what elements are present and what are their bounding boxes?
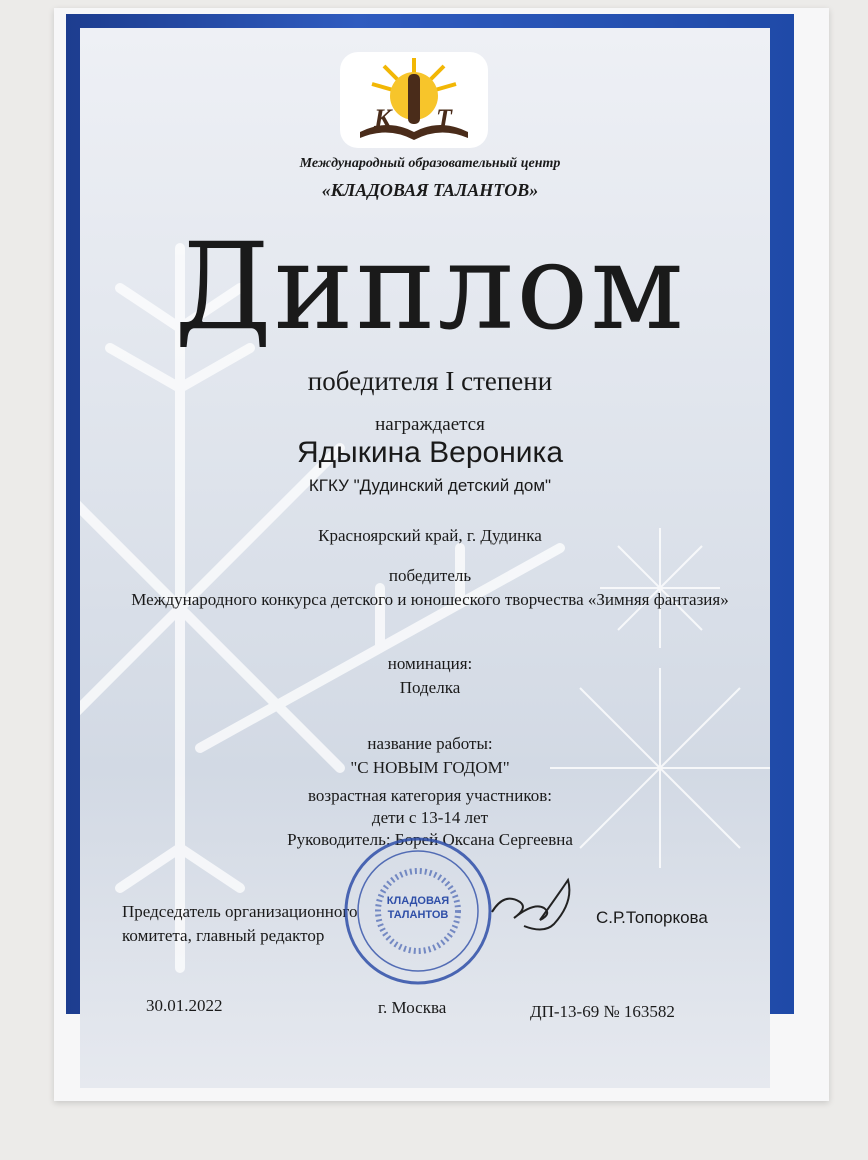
- leader: Руководитель: Борей Оксана Сергеевна: [287, 830, 573, 849]
- awarded-label: награждается: [375, 414, 485, 435]
- official-stamp: [343, 836, 493, 986]
- logo-letter-t: Т: [436, 104, 452, 133]
- nomination-label: номинация:: [387, 654, 473, 673]
- chair-line-2: комитета, главный редактор: [122, 926, 325, 945]
- diploma-title: Диплом: [174, 218, 686, 357]
- logo-sun-icon: [340, 52, 488, 148]
- winner-label: победитель: [388, 566, 472, 585]
- region: Красноярский край, г. Дудинка: [318, 526, 542, 545]
- city: г. Москва: [378, 998, 447, 1017]
- contest-name: Международного конкурса детского и юношеского творчества «Зимняя фантазия»: [131, 590, 729, 609]
- nomination-value: Поделка: [399, 678, 461, 697]
- org-line-1: Международный образовательный центр: [299, 156, 561, 171]
- diploma-date: 30.01.2022: [146, 996, 223, 1015]
- signature: [484, 872, 584, 942]
- work-title: "С НОВЫМ ГОДОМ": [350, 758, 510, 777]
- age-value: дети с 13-14 лет: [371, 808, 489, 827]
- stamp-center-text: КЛАДОВАЯ ТАЛАНТОВ: [386, 895, 450, 921]
- document-number: ДП-13-69 № 163582: [530, 1002, 675, 1021]
- work-label: название работы:: [367, 734, 493, 753]
- institution: КГКУ "Дудинский детский дом": [308, 476, 552, 495]
- degree-text: победителя I степени: [307, 366, 553, 396]
- logo-badge: [340, 52, 488, 148]
- age-label: возрастная категория участников:: [307, 786, 553, 805]
- logo-letter-k: К: [374, 104, 392, 133]
- recipient-name: Ядыкина Вероника: [296, 436, 564, 469]
- signatory-name: С.Р.Топоркова: [596, 908, 708, 927]
- org-line-2: «КЛАДОВАЯ ТАЛАНТОВ»: [321, 180, 539, 200]
- chair-line-1: Председатель организационного: [122, 902, 358, 921]
